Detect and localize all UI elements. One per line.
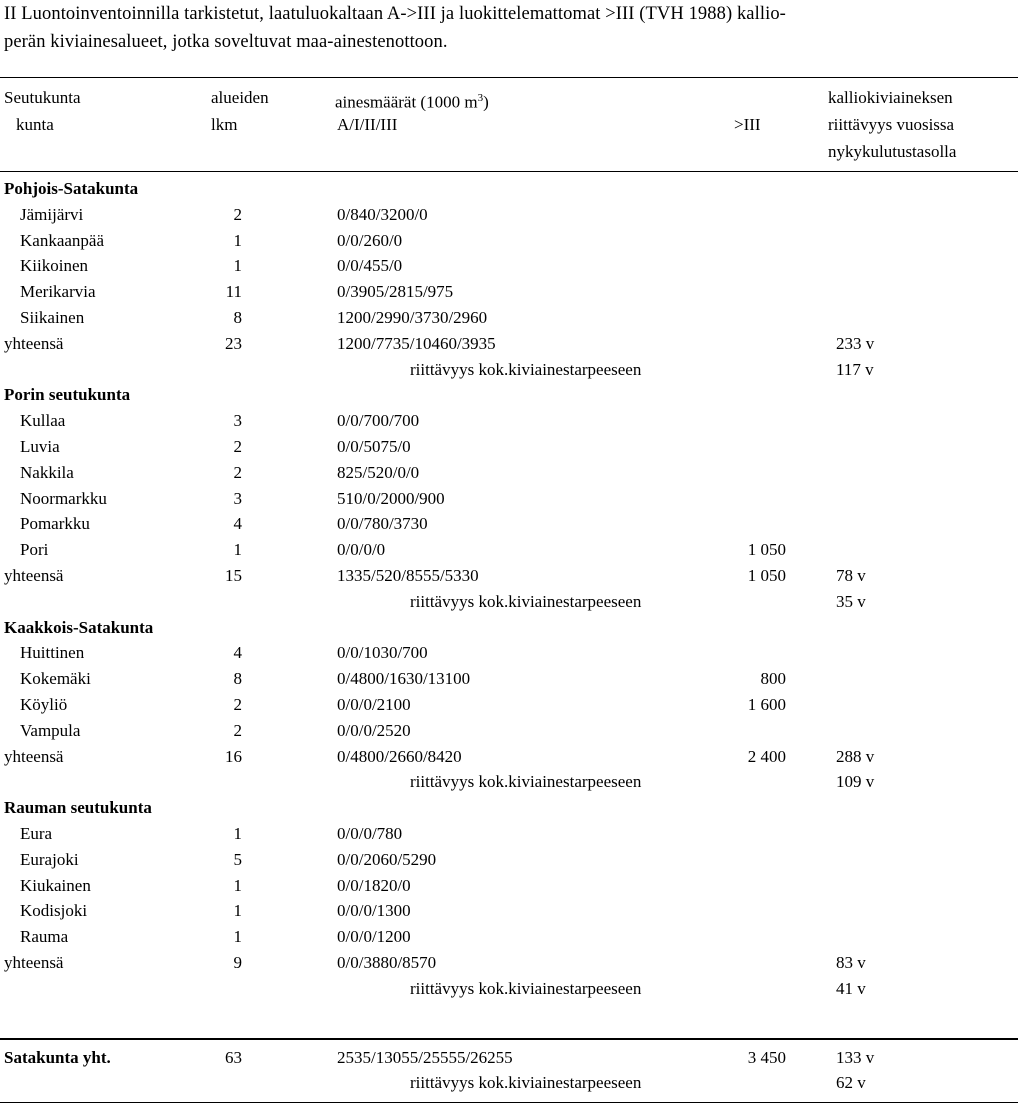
municipality-name: Vampula (20, 720, 81, 740)
header-alueiden: alueiden (211, 88, 269, 107)
caption-line-2: perän kiviainesalueet, jotka soveltuvat maa-ainestenottoon. (4, 32, 448, 52)
header-nykykulutustasolla: nykykulutustasolla (828, 142, 957, 161)
group-name: Kaakkois-Satakunta (4, 617, 154, 637)
header-ainesmaarat: ainesmäärät (1000 $m^3$) (335, 92, 489, 112)
municipality-name: Kankaanpää (20, 230, 105, 250)
area-count: 23 (225, 333, 242, 353)
table-caption (4, 0, 1022, 56)
area-count: 3 (233, 488, 242, 508)
amounts-cell: 0/0/0/2100 (337, 695, 411, 714)
amounts-cell: 510/0/2000/900 (337, 488, 445, 508)
subtotal-label: yhteensä (4, 953, 64, 972)
municipality-name: Jämijärvi (20, 204, 84, 224)
area-count: 1 (233, 824, 242, 843)
over-iii-cell: 1 600 (747, 695, 786, 714)
subtotal-label: yhteensä (4, 333, 64, 353)
sufficiency-label: riittävyys kok.kiviainestarpeeseen (410, 772, 642, 792)
header-rule (0, 171, 1018, 172)
municipality-name: Merikarvia (20, 282, 96, 302)
municipality-name: Kiukainen (20, 875, 91, 895)
sufficiency-years: 288 v (836, 746, 875, 766)
header-riittavyys: riittävyys vuosissa (828, 115, 955, 134)
municipality-name: Pomarkku (20, 514, 90, 534)
grand-total-amounts: 2535/13055/25555/26255 (337, 1048, 513, 1067)
amounts-cell: 0/0/0/1200 (337, 927, 411, 947)
amounts-cell: 1200/7735/10460/3935 (337, 333, 496, 353)
sufficiency-years: 83 v (836, 953, 866, 972)
sufficiency-label: riittävyys kok.kiviainestarpeeseen (410, 359, 642, 379)
grand-total-suff-years: 62 v (836, 1073, 866, 1092)
amounts-cell: 825/520/0/0 (337, 462, 420, 482)
sufficiency-years: 78 v (836, 566, 866, 585)
amounts-cell: 0/0/5075/0 (337, 437, 411, 456)
area-count: 2 (233, 695, 242, 714)
subtotal-label: yhteensä (4, 746, 64, 766)
grand-total-rule (0, 1038, 1018, 1040)
municipality-name: Huittinen (20, 643, 85, 663)
municipality-name: Siikainen (20, 308, 85, 327)
amounts-cell: 0/0/1820/0 (337, 875, 411, 895)
over-iii-cell: 1 050 (747, 540, 786, 560)
area-count: 3 (233, 411, 242, 431)
amounts-cell: 0/0/700/700 (337, 411, 420, 431)
municipality-name: Eurajoki (20, 849, 79, 869)
sufficiency-total-years: 117 v (836, 359, 874, 379)
sufficiency-years: 233 v (836, 333, 875, 353)
area-count: 1 (233, 540, 242, 560)
municipality-name: Noormarkku (20, 488, 107, 508)
subtotal-label: yhteensä (4, 566, 64, 585)
over-iii-cell: 800 (760, 669, 786, 689)
amounts-cell: 0/0/0/2520 (337, 720, 411, 740)
header-kunta: kunta (16, 115, 54, 134)
amounts-cell: 0/0/2060/5290 (337, 849, 437, 869)
amounts-cell: 0/4800/1630/13100 (337, 669, 471, 689)
area-count: 8 (233, 308, 242, 327)
area-count: 1 (233, 230, 242, 250)
amounts-cell: 0/0/0/780 (337, 824, 403, 843)
over-iii-cell: 1 050 (747, 566, 786, 585)
area-count: 1 (233, 256, 242, 276)
grand-total-over: 3 450 (747, 1048, 786, 1067)
area-count: 15 (225, 566, 242, 585)
amounts-cell: 0/0/780/3730 (337, 514, 428, 534)
municipality-name: Kiikoinen (20, 256, 88, 276)
header-over-iii: >III (734, 115, 761, 134)
area-count: 8 (233, 669, 242, 689)
area-count: 2 (233, 204, 242, 224)
top-rule (0, 77, 1018, 78)
amounts-cell: 0/4800/2660/8420 (337, 746, 462, 766)
sufficiency-label: riittävyys kok.kiviainestarpeeseen (410, 591, 642, 611)
amounts-cell: 0/840/3200/0 (337, 204, 428, 224)
header-classes: A/I/II/III (337, 115, 398, 134)
bottom-rule (0, 1102, 1018, 1103)
grand-total-suff-text: riittävyys kok.kiviainestarpeeseen (410, 1073, 642, 1092)
amounts-cell: 0/0/3880/8570 (337, 953, 437, 972)
amounts-cell: 1200/2990/3730/2960 (337, 308, 488, 327)
area-count: 11 (225, 282, 242, 302)
amounts-cell: 0/0/260/0 (337, 230, 403, 250)
area-count: 1 (233, 901, 242, 921)
amounts-cell: 1335/520/8555/5330 (337, 566, 479, 585)
grand-total-name: Satakunta yht. (4, 1048, 111, 1067)
grand-total-years: 133 v (836, 1048, 875, 1067)
area-count: 2 (233, 462, 242, 482)
amounts-cell: 0/0/0/1300 (337, 901, 411, 921)
amounts-cell: 0/0/455/0 (337, 256, 403, 276)
municipality-name: Kokemäki (20, 669, 91, 689)
municipality-name: Eura (20, 824, 53, 843)
caption-line-1: II Luontoinventoinnilla tarkistetut, laatuluokaltaan A->III ja luokittelemattomat >III (TVH 1988) kallio- (4, 4, 786, 24)
header-kalliokiviaineksen: kalliokiviaineksen (828, 88, 953, 107)
group-name: Pohjois-Satakunta (4, 179, 139, 198)
sufficiency-total-years: 35 v (836, 591, 866, 611)
area-count: 5 (233, 849, 242, 869)
sufficiency-total-years: 109 v (836, 772, 875, 792)
grand-total-count: 63 (225, 1048, 242, 1067)
group-name: Porin seutukunta (4, 385, 131, 405)
header-seutukunta: Seutukunta (4, 88, 81, 107)
municipality-name: Pori (20, 540, 49, 560)
municipality-name: Köyliö (20, 695, 68, 714)
amounts-cell: 0/3905/2815/975 (337, 282, 454, 302)
over-iii-cell: 2 400 (747, 746, 786, 766)
area-count: 2 (233, 437, 242, 456)
sufficiency-total-years: 41 v (836, 978, 866, 998)
area-count: 16 (225, 746, 242, 766)
area-count: 4 (233, 643, 242, 663)
area-count: 1 (233, 875, 242, 895)
amounts-cell: 0/0/0/0 (337, 540, 386, 560)
amounts-cell: 0/0/1030/700 (337, 643, 428, 663)
sufficiency-label: riittävyys kok.kiviainestarpeeseen (410, 978, 642, 998)
municipality-name: Luvia (20, 437, 60, 456)
area-count: 2 (233, 720, 242, 740)
group-name: Rauman seutukunta (4, 798, 152, 818)
municipality-name: Nakkila (20, 462, 74, 482)
municipality-name: Kodisjoki (20, 901, 88, 921)
municipality-name: Kullaa (20, 411, 66, 431)
municipality-name: Rauma (20, 927, 69, 947)
area-count: 9 (233, 953, 242, 972)
area-count: 1 (233, 927, 242, 947)
area-count: 4 (233, 514, 242, 534)
header-lkm: lkm (211, 115, 238, 134)
